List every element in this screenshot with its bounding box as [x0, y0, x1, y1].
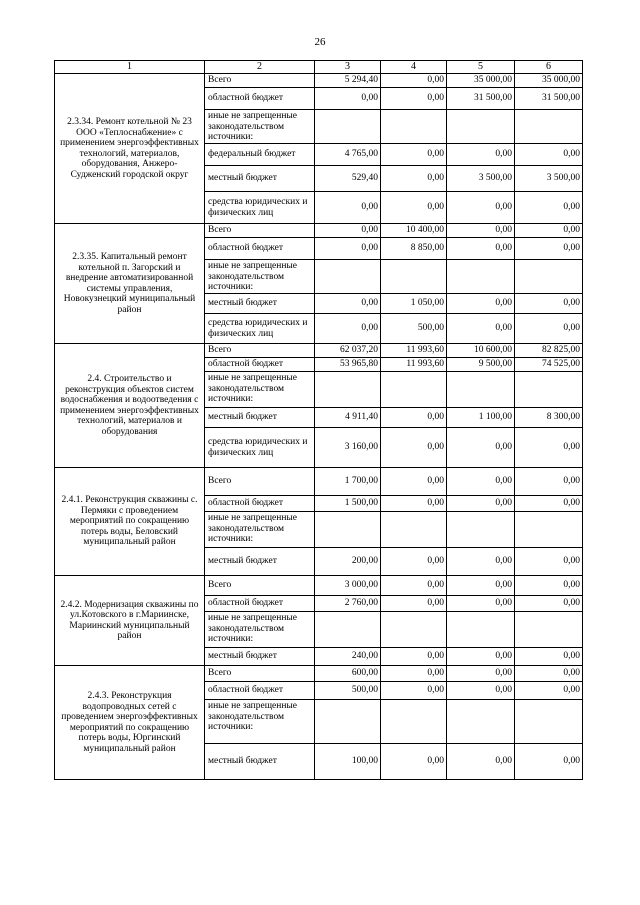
amount-cell: 0,00	[515, 496, 583, 512]
amount-cell: 1 100,00	[447, 408, 515, 428]
amount-cell	[447, 260, 515, 294]
activity-description: 2.4. Строительство и реконструкция объектов систем водоснабжения и водоотведения с применением энергоэффективных технологий, материалов и оборудования	[55, 344, 205, 468]
amount-cell: 2 760,00	[315, 596, 381, 612]
amount-cell: 0,00	[315, 294, 381, 314]
amount-cell: 0,00	[447, 468, 515, 496]
amount-cell: 0,00	[447, 576, 515, 596]
amount-cell	[315, 700, 381, 744]
column-header-row	[55, 61, 583, 74]
funding-source-label: областной бюджет	[205, 88, 315, 110]
amount-cell	[381, 612, 447, 648]
amount-cell: 0,00	[515, 224, 583, 238]
amount-cell	[447, 512, 515, 548]
amount-cell: 3 500,00	[447, 166, 515, 192]
budget-table	[54, 60, 583, 780]
amount-cell: 0,00	[447, 744, 515, 780]
activity-description: 2.3.34. Ремонт котельной № 23 ООО «Теплоснабжение» с применением энергоэффективных технологий, материалов, оборудования, Анжеро-Судженский городской округ	[55, 74, 205, 224]
amount-cell: 82 825,00	[515, 344, 583, 358]
amount-cell	[381, 260, 447, 294]
amount-cell: 0,00	[381, 144, 447, 166]
amount-cell: 31 500,00	[447, 88, 515, 110]
activity-description: 2.3.35. Капитальный ремонт котельной п. Загорский и внедрение автоматизированной системы управления, Новокузнецкий муниципальный район	[55, 224, 205, 344]
amount-cell	[381, 372, 447, 408]
amount-cell: 0,00	[381, 548, 447, 576]
amount-cell: 0,00	[447, 238, 515, 260]
column-header: 5	[447, 61, 515, 74]
amount-cell	[315, 512, 381, 548]
table-body	[55, 74, 583, 780]
funding-source-label: иные не запрещенные законодательством источники:	[205, 372, 315, 408]
amount-cell: 500,00	[315, 682, 381, 700]
amount-cell: 0,00	[447, 224, 515, 238]
funding-source-label: Всего	[205, 344, 315, 358]
funding-source-label: местный бюджет	[205, 648, 315, 666]
table-row	[55, 344, 583, 358]
amount-cell: 0,00	[515, 596, 583, 612]
funding-source-label: Всего	[205, 666, 315, 682]
funding-source-label: областной бюджет	[205, 682, 315, 700]
amount-cell: 0,00	[381, 496, 447, 512]
funding-source-label: местный бюджет	[205, 744, 315, 780]
amount-cell: 0,00	[381, 666, 447, 682]
funding-source-label: иные не запрещенные законодательством источники:	[205, 260, 315, 294]
funding-source-label: местный бюджет	[205, 166, 315, 192]
amount-cell	[515, 700, 583, 744]
amount-cell: 0,00	[381, 428, 447, 468]
amount-cell: 0,00	[447, 294, 515, 314]
table-row	[55, 666, 583, 682]
amount-cell: 0,00	[515, 238, 583, 260]
amount-cell: 0,00	[515, 144, 583, 166]
amount-cell: 0,00	[447, 548, 515, 576]
activity-description: 2.4.1. Реконструкция скважины с. Пермяки с проведением мероприятий по сокращению потерь воды, Беловский муниципальный район	[55, 468, 205, 576]
funding-source-label: областной бюджет	[205, 596, 315, 612]
amount-cell: 0,00	[447, 192, 515, 224]
amount-cell: 0,00	[381, 648, 447, 666]
funding-source-label: Всего	[205, 74, 315, 88]
table-row	[55, 468, 583, 496]
funding-source-label: областной бюджет	[205, 358, 315, 372]
amount-cell	[315, 372, 381, 408]
amount-cell: 0,00	[447, 648, 515, 666]
funding-source-label: областной бюджет	[205, 238, 315, 260]
amount-cell: 31 500,00	[515, 88, 583, 110]
table-row	[55, 576, 583, 596]
amount-cell: 0,00	[515, 666, 583, 682]
funding-source-label: иные не запрещенные законодательством источники:	[205, 612, 315, 648]
funding-source-label: Всего	[205, 576, 315, 596]
amount-cell: 5 294,40	[315, 74, 381, 88]
amount-cell	[515, 512, 583, 548]
amount-cell	[447, 372, 515, 408]
amount-cell: 9 500,00	[447, 358, 515, 372]
amount-cell: 0,00	[315, 238, 381, 260]
funding-source-label: местный бюджет	[205, 294, 315, 314]
amount-cell: 0,00	[315, 314, 381, 344]
amount-cell: 0,00	[381, 74, 447, 88]
amount-cell: 0,00	[515, 548, 583, 576]
amount-cell: 1 500,00	[315, 496, 381, 512]
amount-cell: 1 050,00	[381, 294, 447, 314]
amount-cell: 0,00	[515, 648, 583, 666]
amount-cell: 0,00	[515, 576, 583, 596]
amount-cell: 100,00	[315, 744, 381, 780]
amount-cell	[515, 372, 583, 408]
amount-cell: 62 037,20	[315, 344, 381, 358]
amount-cell: 0,00	[515, 744, 583, 780]
amount-cell: 0,00	[381, 408, 447, 428]
amount-cell	[447, 612, 515, 648]
amount-cell: 0,00	[381, 596, 447, 612]
table-row	[55, 224, 583, 238]
amount-cell: 0,00	[515, 192, 583, 224]
amount-cell: 0,00	[515, 294, 583, 314]
amount-cell: 8 300,00	[515, 408, 583, 428]
amount-cell: 0,00	[381, 166, 447, 192]
amount-cell	[447, 110, 515, 144]
amount-cell: 4 765,00	[315, 144, 381, 166]
amount-cell: 10 600,00	[447, 344, 515, 358]
column-header: 1	[55, 61, 205, 74]
funding-source-label: областной бюджет	[205, 496, 315, 512]
amount-cell: 11 993,60	[381, 358, 447, 372]
amount-cell: 0,00	[447, 428, 515, 468]
amount-cell	[515, 110, 583, 144]
amount-cell: 0,00	[381, 468, 447, 496]
amount-cell: 0,00	[515, 428, 583, 468]
amount-cell: 500,00	[381, 314, 447, 344]
funding-source-label: иные не запрещенные законодательством источники:	[205, 700, 315, 744]
table-row	[55, 74, 583, 88]
funding-source-label: иные не запрещенные законодательством источники:	[205, 110, 315, 144]
amount-cell: 0,00	[381, 192, 447, 224]
funding-source-label: Всего	[205, 468, 315, 496]
amount-cell: 0,00	[515, 314, 583, 344]
amount-cell: 0,00	[447, 496, 515, 512]
activity-description: 2.4.3. Реконструкция водопроводных сетей с проведением энергоэффективных мероприятий по сокращению потерь воды, Юргинский муниципальный район	[55, 666, 205, 780]
amount-cell: 600,00	[315, 666, 381, 682]
amount-cell: 0,00	[447, 666, 515, 682]
funding-source-label: средства юридических и физических лиц	[205, 314, 315, 344]
amount-cell: 0,00	[315, 88, 381, 110]
amount-cell	[515, 260, 583, 294]
page-number: 26	[314, 36, 326, 48]
amount-cell: 529,40	[315, 166, 381, 192]
amount-cell: 10 400,00	[381, 224, 447, 238]
funding-source-label: местный бюджет	[205, 408, 315, 428]
amount-cell: 1 700,00	[315, 468, 381, 496]
amount-cell: 0,00	[447, 596, 515, 612]
amount-cell	[447, 700, 515, 744]
amount-cell: 200,00	[315, 548, 381, 576]
amount-cell	[315, 110, 381, 144]
amount-cell	[381, 700, 447, 744]
amount-cell	[515, 612, 583, 648]
funding-source-label: федеральный бюджет	[205, 144, 315, 166]
amount-cell	[315, 260, 381, 294]
funding-source-label: Всего	[205, 224, 315, 238]
funding-source-label: местный бюджет	[205, 548, 315, 576]
amount-cell: 53 965,80	[315, 358, 381, 372]
column-header: 2	[205, 61, 315, 74]
funding-source-label: средства юридических и физических лиц	[205, 428, 315, 468]
amount-cell: 11 993,60	[381, 344, 447, 358]
funding-source-label: иные не запрещенные законодательством источники:	[205, 512, 315, 548]
column-header: 4	[381, 61, 447, 74]
amount-cell	[381, 512, 447, 548]
amount-cell: 3 500,00	[515, 166, 583, 192]
amount-cell: 0,00	[515, 468, 583, 496]
amount-cell: 35 000,00	[515, 74, 583, 88]
amount-cell: 240,00	[315, 648, 381, 666]
amount-cell: 0,00	[447, 314, 515, 344]
amount-cell: 0,00	[515, 682, 583, 700]
amount-cell: 4 911,40	[315, 408, 381, 428]
amount-cell: 0,00	[381, 682, 447, 700]
funding-source-label: средства юридических и физических лиц	[205, 192, 315, 224]
amount-cell: 0,00	[315, 224, 381, 238]
amount-cell: 0,00	[315, 192, 381, 224]
activity-description: 2.4.2. Модернизация скважины по ул.Котовского в г.Мариинске, Мариинский муниципальный район	[55, 576, 205, 666]
column-header: 3	[315, 61, 381, 74]
amount-cell: 0,00	[381, 576, 447, 596]
amount-cell	[381, 110, 447, 144]
amount-cell: 8 850,00	[381, 238, 447, 260]
column-header: 6	[515, 61, 583, 74]
amount-cell: 0,00	[447, 144, 515, 166]
amount-cell: 0,00	[381, 88, 447, 110]
amount-cell	[315, 612, 381, 648]
amount-cell: 74 525,00	[515, 358, 583, 372]
amount-cell: 35 000,00	[447, 74, 515, 88]
amount-cell: 0,00	[381, 744, 447, 780]
amount-cell: 3 160,00	[315, 428, 381, 468]
amount-cell: 0,00	[447, 682, 515, 700]
amount-cell: 3 000,00	[315, 576, 381, 596]
